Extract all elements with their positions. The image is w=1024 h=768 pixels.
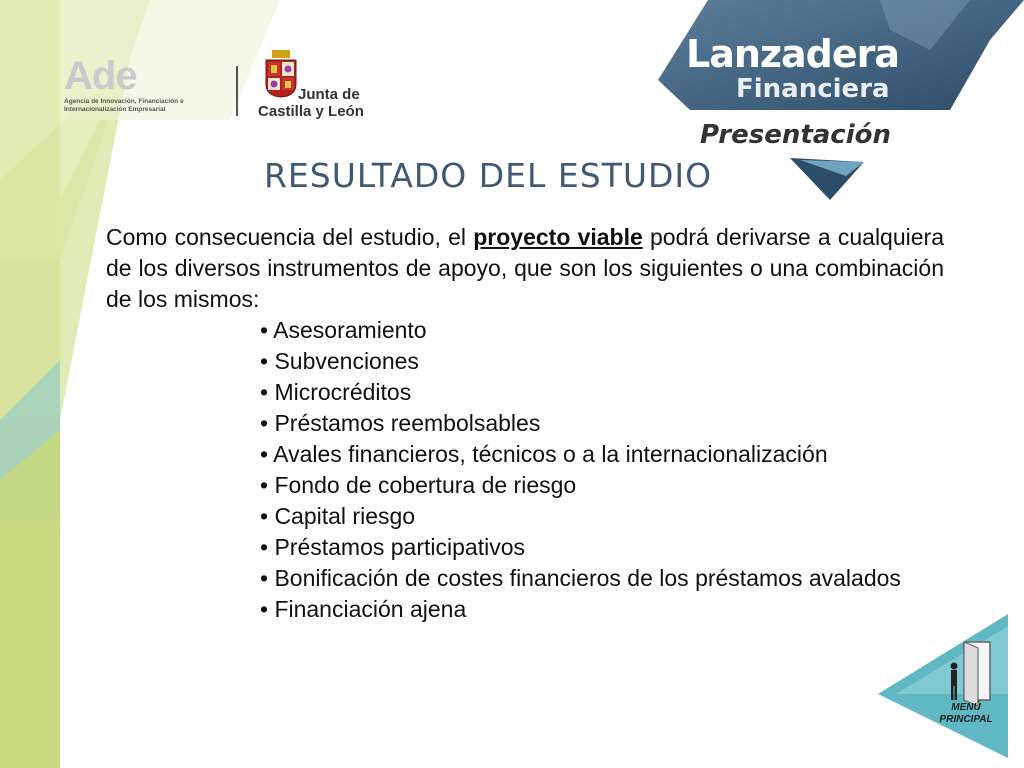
slide-body <box>106 222 944 625</box>
menu-label-line2: PRINCIPAL <box>939 714 993 725</box>
list-item: • Microcréditos <box>260 379 412 405</box>
list-item: • Avales financieros, técnicos o a la internacionalización <box>260 441 828 467</box>
intro-text-before: Como consecuencia del estudio, el <box>106 224 474 250</box>
menu-principal-button[interactable] <box>878 610 1010 760</box>
menu-principal-label[interactable] <box>936 702 996 726</box>
banner-title-line1: Lanzadera <box>686 32 900 76</box>
list-item: • Asesoramiento <box>260 317 427 343</box>
list-item: • Financiación ajena <box>260 596 467 622</box>
instrument-list <box>106 315 944 625</box>
jcyl-logo-line2: Castilla y León <box>258 103 364 120</box>
list-item: • Fondo de cobertura de riesgo <box>260 472 577 498</box>
list-item: • Préstamos reembolsables <box>260 410 541 436</box>
ade-logo-caption: Agencia de Innovación, Financiación e Internacionalización Empresarial <box>64 98 184 113</box>
jcyl-logo-line1: Junta de <box>298 86 360 103</box>
menu-label-line1: MENÚ <box>951 702 981 713</box>
intro-emphasis: proyecto viable <box>473 224 643 250</box>
logo-divider <box>236 66 238 116</box>
ade-logo-mark: Ade <box>64 54 137 98</box>
ade-logo <box>64 56 234 120</box>
list-item: • Capital riesgo <box>260 503 416 529</box>
banner-title-line2: Financiera <box>736 74 890 104</box>
jcyl-logo-text <box>258 86 388 120</box>
list-item: • Subvenciones <box>260 348 419 374</box>
intro-text-after: podrá derivarse a cualquiera de los diversos instrumentos de apoyo, que son los siguientes o una combinación de los mismos: <box>106 224 944 312</box>
jcyl-logo <box>258 50 388 122</box>
list-item: • Préstamos participativos <box>260 534 525 560</box>
list-item: • Bonificación de costes financieros de los préstamos avalados <box>260 565 901 591</box>
section-label: Presentación <box>700 120 892 150</box>
slide-title: RESULTADO DEL ESTUDIO <box>264 156 713 195</box>
intro-paragraph <box>106 222 944 315</box>
